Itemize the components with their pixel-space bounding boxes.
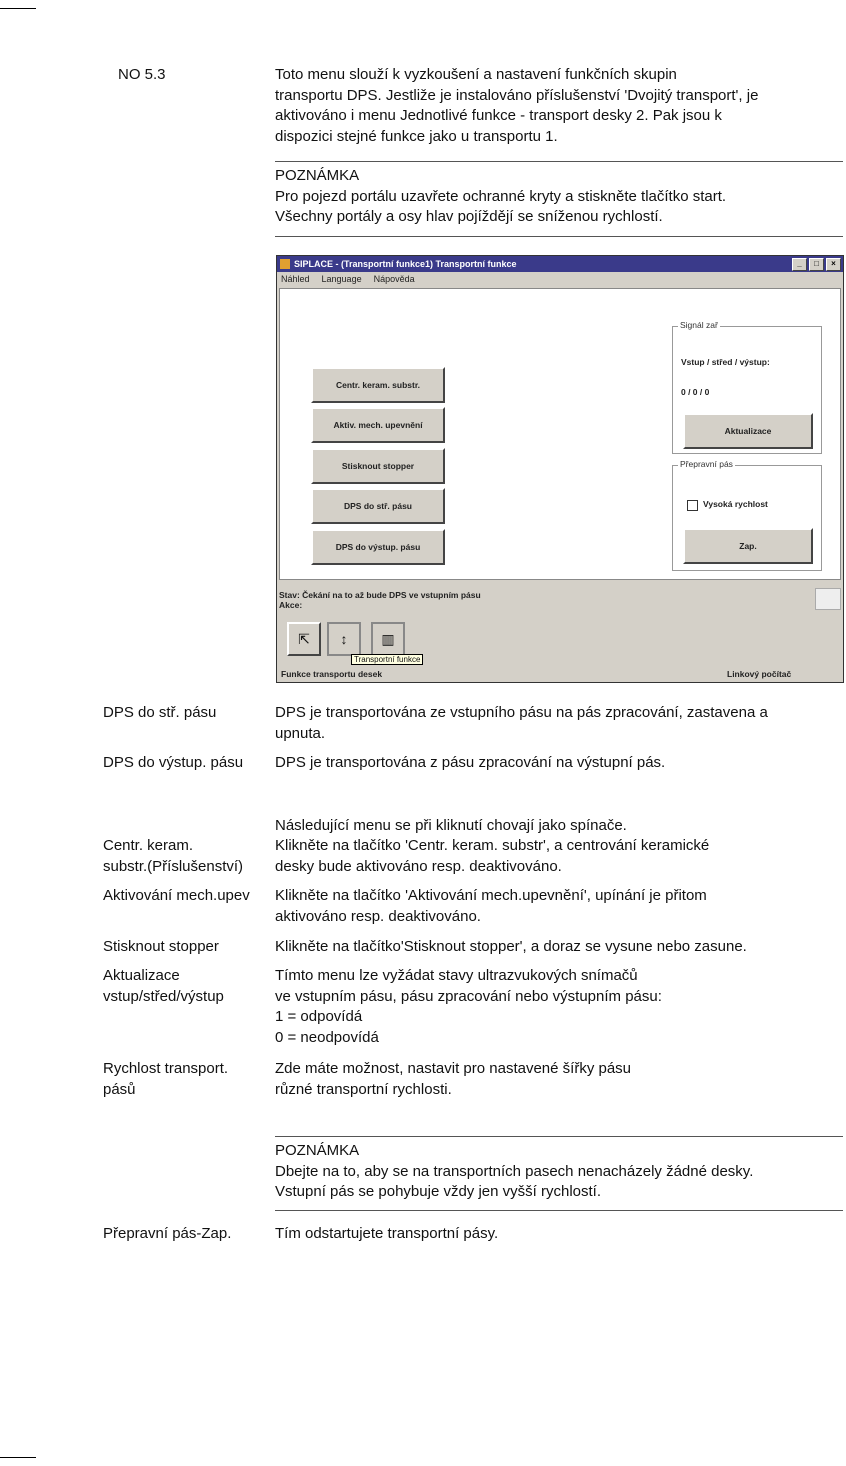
intro-line: dispozici stejné funkce jako u transportu 1. xyxy=(275,127,558,145)
definition-line: Tím odstartujete transportní pásy. xyxy=(275,1225,499,1242)
close-icon[interactable]: × xyxy=(826,258,841,271)
term-line: Rychlost transport. xyxy=(103,1060,229,1077)
tooltip: Transportní funkce xyxy=(351,654,423,665)
section-code: NO 5.3 xyxy=(118,66,166,83)
dps-stred-button[interactable]: DPS do stř. pásu xyxy=(311,488,445,524)
term-line: pásů xyxy=(103,1080,136,1098)
note-rule-top xyxy=(275,1136,843,1137)
note-line: Pro pojezd portálu uzavřete ochranné kryty a stiskněte tlačítko start. xyxy=(275,187,727,205)
definition xyxy=(275,886,707,927)
window-menubar xyxy=(277,272,843,286)
definition-line: DPS je transportována z pásu zpracování na výstupní pás. xyxy=(275,754,666,771)
note-2 xyxy=(275,1141,753,1203)
menu-item-language[interactable]: Language xyxy=(321,274,362,284)
definition-line: Klikněte na tlačítko 'Aktivování mech.upevnění', upínání je přitom xyxy=(275,887,707,904)
definition-line: 0 = neodpovídá xyxy=(275,1028,379,1046)
stopper-button[interactable]: Stisknout stopper xyxy=(311,448,445,484)
definition-line: aktivováno resp. deaktivováno. xyxy=(275,907,481,925)
definition-line: Zde máte možnost, nastavit pro nastavené šířky pásu xyxy=(275,1060,632,1077)
term: Stisknout stopper xyxy=(103,938,219,955)
definition xyxy=(275,703,768,744)
note-1 xyxy=(275,166,726,228)
menu-item-help[interactable]: Nápověda xyxy=(373,274,415,284)
signal-group-label: Signál zař xyxy=(680,320,718,330)
term: DPS do stř. pásu xyxy=(103,704,217,721)
definition xyxy=(275,1059,631,1100)
placement-tool-icon[interactable]: ⇱ xyxy=(287,622,321,656)
speed-checkbox[interactable] xyxy=(687,500,698,511)
stopper-tool-icon[interactable]: ▥ xyxy=(371,622,405,656)
definition-line: ve vstupním pásu, pásu zpracování nebo výstupním pásu: xyxy=(275,987,662,1005)
note-line: Dbejte na to, aby se na transportních pasech nenacházely žádné desky. xyxy=(275,1162,754,1180)
app-icon xyxy=(280,259,290,269)
signal-group xyxy=(672,320,822,454)
action-line: Akce: xyxy=(279,600,303,610)
definition-line: Tímto menu lze vyžádat stavy ultrazvukových snímačů xyxy=(275,967,638,984)
term xyxy=(103,1059,228,1100)
window-client-area xyxy=(279,288,841,580)
note-rule-top xyxy=(275,161,843,162)
minimize-icon[interactable]: _ xyxy=(792,258,807,271)
status-line: Stav: Čekání na to až bude DPS ve vstupním pásu xyxy=(279,590,481,600)
centr-keram-button[interactable]: Centr. keram. substr. xyxy=(311,367,445,403)
dps-vystup-button[interactable]: DPS do výstup. pásu xyxy=(311,529,445,565)
intro-paragraph xyxy=(275,65,758,147)
definition-line: Klikněte na tlačítko 'Centr. keram. substr', a centrování keramické xyxy=(275,837,710,854)
term xyxy=(103,836,243,877)
term-line: Aktualizace xyxy=(103,967,180,984)
window-titlebar xyxy=(277,256,843,272)
belt-group xyxy=(672,459,822,571)
window-title: SIPLACE - (Transportní funkce1) Transportní funkce xyxy=(294,259,517,269)
definition-line: DPS je transportována ze vstupního pásu na pás zpracování, zastavena a xyxy=(275,704,768,721)
menu-item-view[interactable]: Náhled xyxy=(281,274,310,284)
statusbar-right: Linkový počítač xyxy=(727,669,792,679)
term-line: Centr. keram. xyxy=(103,837,194,854)
term-line: vstup/střed/výstup xyxy=(103,987,224,1005)
definition xyxy=(275,836,709,877)
note-heading: POZNÁMKA xyxy=(275,1142,360,1159)
sensor-caption: Vstup / střed / výstup: xyxy=(681,357,770,367)
envelope-icon xyxy=(815,588,841,610)
window-statusbar xyxy=(277,666,843,682)
note-heading: POZNÁMKA xyxy=(275,167,360,184)
definition-line: upnuta. xyxy=(275,724,326,742)
crop-mark-top xyxy=(0,8,36,9)
crop-mark-bottom xyxy=(0,1457,36,1458)
term: Aktivování mech.upev xyxy=(103,887,250,904)
switch-intro: Následující menu se při kliknutí chovají jako spínače. xyxy=(275,817,627,834)
intro-line: Toto menu slouží k vyzkoušení a nastavení funkčních skupin xyxy=(275,66,677,83)
intro-line: transportu DPS. Jestliže je instalováno příslušenství 'Dvojitý transport', je xyxy=(275,86,759,104)
term-line: substr.(Příslušenství) xyxy=(103,857,244,875)
screenshot-window xyxy=(276,255,844,683)
speed-checkbox-label: Vysoká rychlost xyxy=(703,499,768,509)
definition-line: 1 = odpovídá xyxy=(275,1008,363,1025)
term: Přepravní pás-Zap. xyxy=(103,1225,232,1242)
note-line: Vstupní pás se pohybuje vždy jen vyšší rychlostí. xyxy=(275,1183,601,1200)
note-line: Všechny portály a osy hlav pojíždějí se sníženou rychlostí. xyxy=(275,208,663,225)
aktiv-mech-button[interactable]: Aktiv. mech. upevnění xyxy=(311,407,445,443)
term xyxy=(103,966,224,1007)
definition-line: desky bude aktivováno resp. deaktivováno. xyxy=(275,857,562,875)
note-rule-bottom xyxy=(275,1210,843,1211)
definition xyxy=(275,966,662,1048)
transport-tool-icon[interactable]: ↕ xyxy=(327,622,361,656)
note-rule-bottom xyxy=(275,236,843,237)
zap-button[interactable]: Zap. xyxy=(683,528,813,564)
definition-line: Klikněte na tlačítko'Stisknout stopper', a doraz se vysune nebo zasune. xyxy=(275,938,747,955)
sensor-value: 0 / 0 / 0 xyxy=(681,387,710,397)
intro-line: aktivováno i menu Jednotlivé funkce - transport desky 2. Pak jsou k xyxy=(275,107,722,124)
term: DPS do výstup. pásu xyxy=(103,754,244,771)
statusbar-left: Funkce transportu desek xyxy=(281,669,383,679)
definition-line: různé transportní rychlosti. xyxy=(275,1080,452,1098)
maximize-icon[interactable]: □ xyxy=(809,258,824,271)
window-status xyxy=(279,590,481,610)
aktualizace-button[interactable]: Aktualizace xyxy=(683,413,813,449)
belt-group-label: Přepravní pás xyxy=(680,459,733,469)
